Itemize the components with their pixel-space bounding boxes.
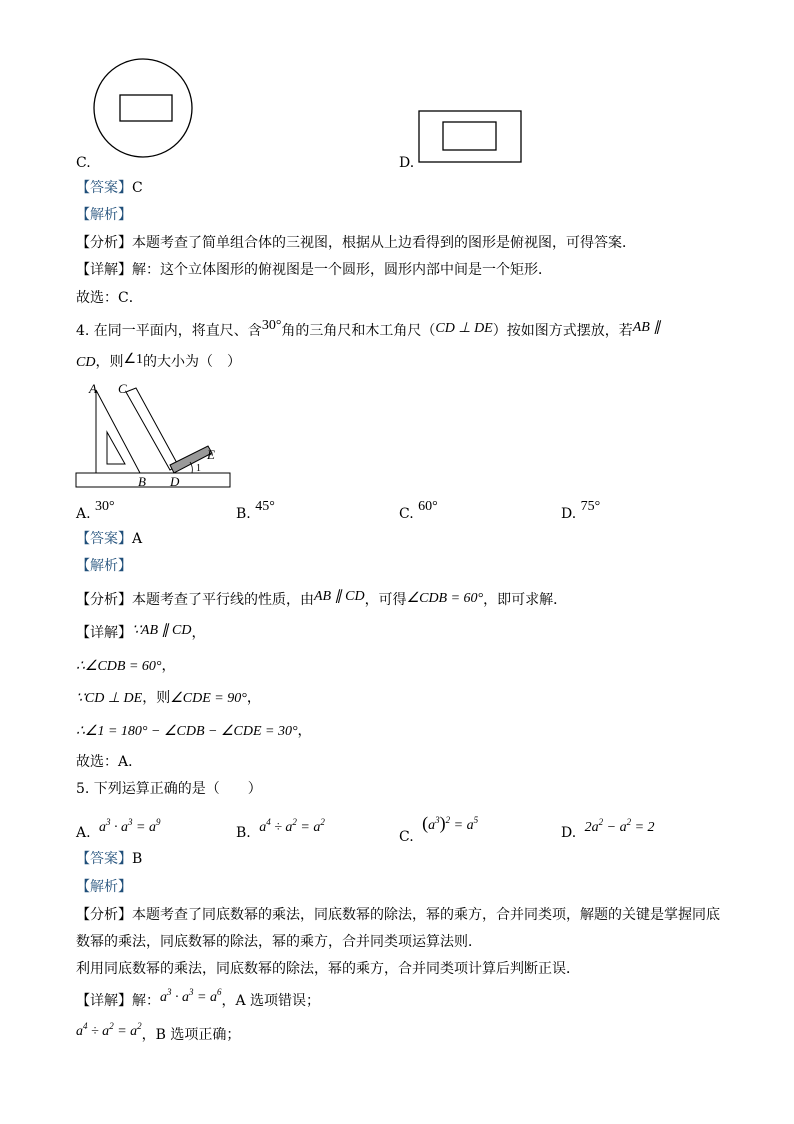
answer-tag: 【答案】 [76,851,132,867]
stem-text: ）按如图方式摆放，若 [492,323,633,339]
stem-text: 4. 在同一平面内，将直尺、含 [76,323,262,339]
answer-value: A [132,531,143,547]
step-punct: ， [191,625,206,641]
q5-fenxi-line3: 利用同底数幂的乘法，同底数幂的除法，幂的乘方，合并同类项计算后判断正误． [76,961,580,977]
step-text: ，则 [142,690,171,706]
stem-text: 的大小为（ ） [143,354,242,370]
q5-fenxi-line1 [76,908,720,922]
answer-value: B [132,851,143,867]
option-value: 45° [255,499,275,514]
q3-answer [76,181,143,195]
ruler-shape [76,473,230,487]
option-label: A. [76,825,91,841]
stem-angle: 30° [261,318,282,333]
fenxi-tag: 【分析】 [76,592,132,608]
step4-math: ∴∠1 = 180° − ∠CDB − ∠CDE = 30° [76,724,298,739]
analysis-tag: 【解析】 [76,558,132,574]
carpenter-square-short [170,446,212,473]
q5-xiangjie-line1: 【详解】解：$a^3 \cdot a^3 = a^6$，A 选项错误； [76,987,321,1009]
fenxi-text: 本题考查了平行线的性质，由 [132,592,314,608]
q4-figure [74,380,234,490]
q4-stem-line2 [76,352,242,370]
option-label: D. [561,825,577,841]
stem-perp: CD ⊥ DE [435,321,493,336]
fenxi-text: ，即可求解． [483,592,568,608]
label-b: B [138,474,146,489]
option-label: C. [399,506,414,522]
step3-math: ∠CDE = 90° [170,691,247,706]
q4-xiangjie [76,623,206,641]
option-label: D. [561,506,577,522]
option-label: B. [236,825,251,841]
q5-fenxi-line2: 数幂的乘法，同底数幂的除法，幂的乘方，合并同类项运算法则． [76,934,482,950]
q4-step3 [76,691,261,706]
label-angle1: 1 [196,463,201,474]
answer-tag: 【答案】 [76,531,132,547]
fenxi-text: 本题考查了简单组合体的三视图，根据从上边看得到的图形是俯视图，可得答案． [132,235,636,251]
q4-step4 [76,724,312,739]
option-label: B. [236,506,251,522]
q3-fenxi [76,236,636,250]
fenxi-tag: 【分析】 [76,907,132,923]
step2-math: ∴∠CDB = 60° [76,659,162,674]
q4-answer [76,532,142,546]
q4-option-a [76,499,115,522]
xiangjie-tag: 【详解】 [76,625,132,641]
option-c-label: C. [76,155,91,171]
fenxi-text: 本题考查了同底数幂的乘法，同底数幂的除法，幂的乘方，合并同类项，解题的关键是掌握同底 [132,907,720,923]
q5-stem: 5. 下列运算正确的是（ ） [76,781,262,797]
option-label: C. [399,829,414,845]
q5-option-c: C. $(a^3)^2 = a^5$ [399,813,479,845]
carpenter-square-long [126,388,178,470]
fenxi-parallel: AB ∥ CD [314,589,365,604]
fenxi-tag: 【分析】 [76,235,132,251]
stem-text: ，则 [95,354,124,370]
analysis-tag: 【解析】 [76,879,132,895]
fenxi-text: ，可得 [364,592,407,608]
label-e: E [207,447,215,462]
option-value: 60° [418,499,438,514]
label-d: D [170,474,180,489]
xiangjie-tag: 【详解】 [76,993,132,1009]
step3-perp: ∵CD ⊥ DE [76,691,143,706]
q5-option-a: A. $a^3 \cdot a^3 = a^9$ [76,817,161,841]
answer-tag: 【答案】 [76,180,132,196]
option-label: A. [76,506,91,522]
q5-answer [76,852,142,866]
q4-option-d [561,499,601,522]
q5-xiangjie-line2: $a^4 \div a^2 = a^2$，B 选项正确； [76,1021,241,1043]
triangle-ruler-outer [96,390,140,473]
q5-option-d: D. $2a^2 - a^2 = 2$ [561,817,655,841]
label-c: C [118,381,127,396]
option-value: 75° [580,499,601,514]
stem-angle1: ∠1 [123,352,144,367]
q3-xiangjie [76,263,552,277]
xiangjie-text: 解：这个立体图形的俯视图是一个圆形，圆形内部中间是一个矩形． [132,262,552,278]
q4-stem-line1 [76,318,661,339]
xiangjie-text: 解： [132,993,160,1009]
triangle-ruler-inner [107,432,125,464]
step1-math: ∵AB ∥ CD [132,623,192,638]
option-d-figure [416,108,526,166]
step-punct: ， [161,658,176,674]
xiangjie-tag: 【详解】 [76,262,132,278]
stem-text: 角的三角尺和木工角尺（ [281,323,436,339]
q4-fenxi [76,589,568,608]
option-c-figure [92,52,196,164]
fenxi-equation: ∠CDB = 60° [406,591,484,606]
q4-option-c [399,499,438,522]
step-punct: ， [246,690,261,706]
q4-option-b [236,499,275,522]
stem-cd: CD [76,355,96,370]
option-d-label: D. [399,155,415,171]
q4-step2 [76,659,176,674]
label-a: A [89,381,97,396]
xiangjie-text: ，B 选项正确； [141,1027,241,1043]
q5-option-b: B. $a^4 \div a^2 = a^2$ [236,817,325,841]
xiangjie-text: ，A 选项错误； [221,993,321,1009]
analysis-tag: 【解析】 [76,207,132,223]
answer-value: C [132,180,143,196]
step-punct: ， [297,723,312,739]
option-value: 30° [95,499,115,514]
q3-conclusion: 故选：C． [76,290,143,306]
stem-parallel: AB ∥ [632,320,661,335]
q4-conclusion: 故选：A． [76,754,143,770]
